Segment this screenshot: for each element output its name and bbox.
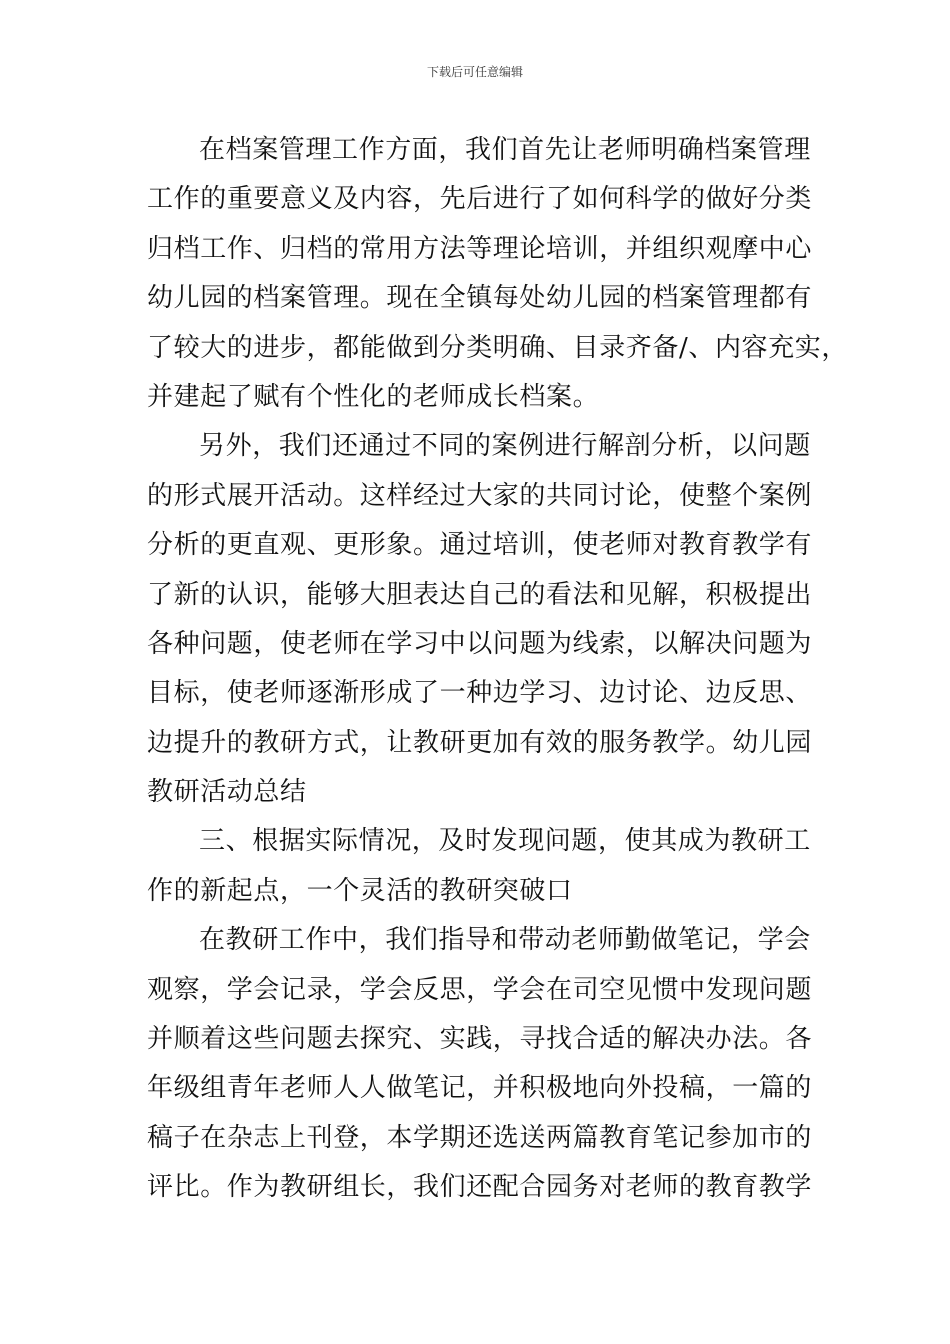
- text-line: 在档案管理工作方面，我们首先让老师明确档案管理: [199, 135, 811, 165]
- text-line: 工作的重要意义及内容，先后进行了如何科学的做好分类: [147, 184, 813, 215]
- text-line: 并顺着这些问题去探究、实践，寻找合适的解决办法。各: [147, 1024, 813, 1055]
- section-heading-three: [147, 817, 811, 916]
- text-line: 稿子在杂志上刊登，本学期还选送两篇教育笔记参加市的: [147, 1122, 813, 1153]
- text-line: 归档工作、归档的常用方法等理论培训，并组织观摩中心: [147, 233, 813, 264]
- paragraph-case-analysis: [147, 422, 811, 817]
- text-line: 另外，我们还通过不同的案例进行解剖分析，以问题: [199, 431, 811, 462]
- text-line: 各种问题，使老师在学习中以问题为线索，以解决问题为: [147, 628, 813, 659]
- text-line: 教研活动总结: [147, 777, 307, 808]
- text-line: 边提升的教研方式，让教研更加有效的服务教学。幼儿园: [147, 727, 813, 758]
- paragraph-archive-management: [147, 126, 848, 422]
- text-line: 目标，使老师逐渐形成了一种边学习、边讨论、边反思、: [147, 678, 813, 709]
- page-header: 下载后可任意编辑: [426, 65, 523, 79]
- text-line: 观察，学会记录，学会反思，学会在司空见惯中发现问题: [147, 974, 813, 1005]
- text-line: 分析的更直观、更形象。通过培训，使老师对教育教学有: [147, 530, 813, 561]
- text-line: 了较大的进步，都能做到分类明确、目录齐备/、内容充实，: [147, 332, 848, 363]
- text-line: 幼儿园的档案管理。现在全镇每处幼儿园的档案管理都有: [147, 283, 813, 314]
- text-line: 的形式展开活动。这样经过大家的共同讨论，使整个案例: [147, 480, 813, 511]
- text-line: 了新的认识，能够大胆表达自己的看法和见解，积极提出: [147, 579, 813, 610]
- text-line: 年级组青年老师人人做笔记，并积极地向外投稿，一篇的: [147, 1073, 813, 1104]
- paragraph-teaching-research: [147, 916, 811, 1212]
- text-line: 三、根据实际情况，及时发现问题，使其成为教研工: [199, 826, 811, 857]
- document-body: [147, 126, 848, 1213]
- text-line: 评比。作为教研组长，我们还配合园务对老师的教育教学: [147, 1172, 813, 1203]
- text-line: 作的新起点，一个灵活的教研突破口: [147, 875, 573, 906]
- text-line: 在教研工作中，我们指导和带动老师勤做笔记，学会: [199, 925, 811, 956]
- text-line: 并建起了赋有个性化的老师成长档案。: [147, 381, 600, 412]
